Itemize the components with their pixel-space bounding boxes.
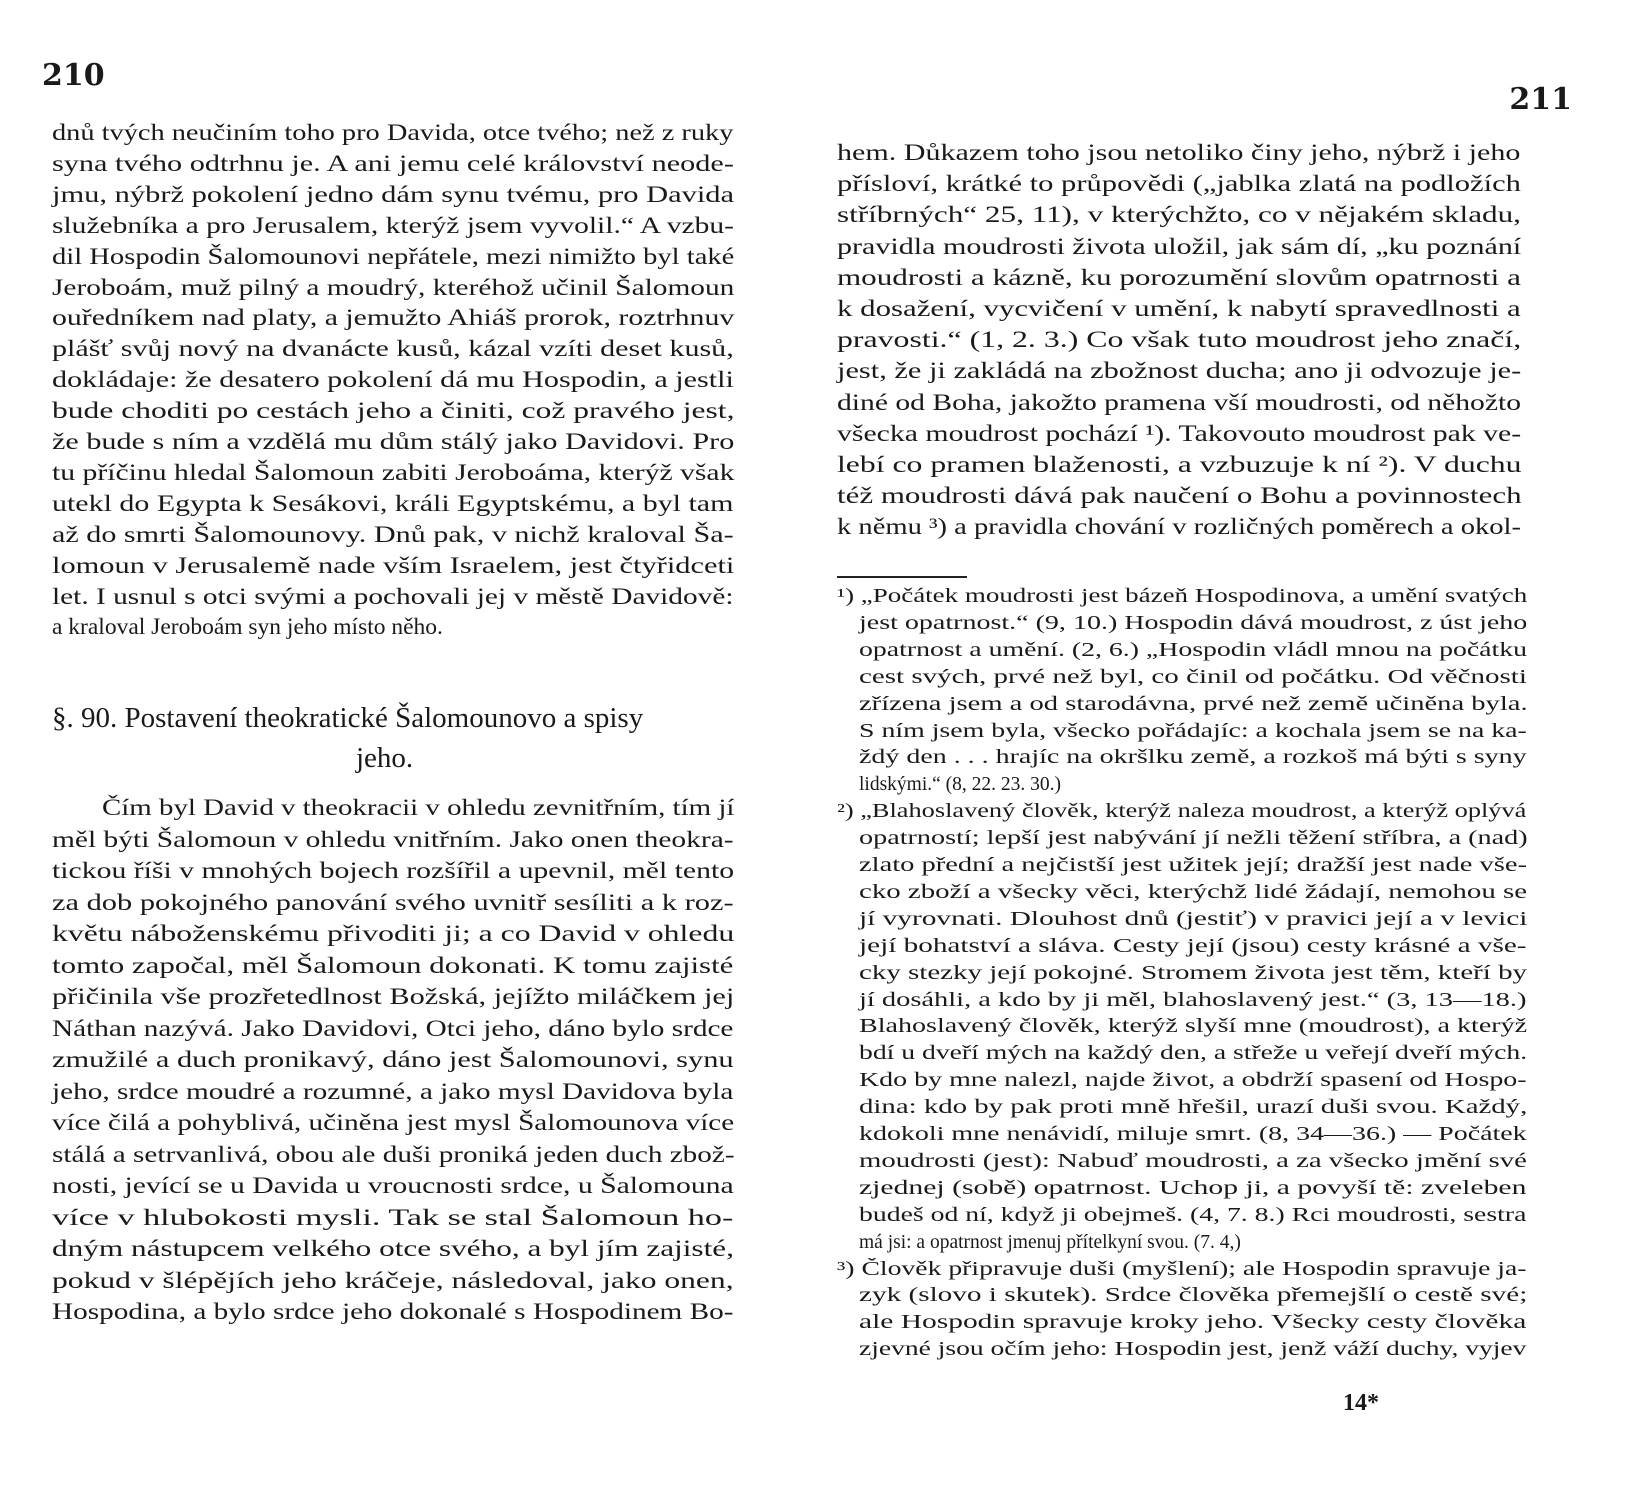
footnote-line: jí dosáhli, a kdo by ji měl, blahoslavený jest.“ (3, 13—18.): [859, 989, 1527, 1011]
footnote-line: její bohatství a sláva. Cesty její (jsou) cesty krásné a vše-: [859, 935, 1527, 957]
text-line: všecka moudrost pochází ¹). Takovouto moudrost pak ve-: [837, 420, 1522, 447]
footnote-line: zlato přední a nejčistší jest užitek její; dražší jest nade vše-: [859, 855, 1528, 876]
footnote-line: ale Hospodin spravuje kroky jeho. Všecky cesty člověka: [859, 1312, 1527, 1334]
text-line: zmužilé a duch pronikavý, dáno jest Šalomounovi, synu: [52, 1047, 734, 1073]
text-line: více v hlubokosti mysli. Tak se stal Šalomoun ho-: [52, 1204, 734, 1231]
text-line: měl býti Šalomoun v ohledu vnitřním. Jako onen theokra-: [52, 826, 734, 853]
text-line: tickou říši v mnohých bojech rozšířil a upevnil, měl tento: [52, 858, 735, 884]
text-line: pokud v šlépějích jeho kráčeje, následoval, jako onen,: [52, 1267, 734, 1294]
footnote-line: cky stezky její pokojné. Stromem života jest těm, kteří by: [859, 962, 1528, 984]
text-line: dokládaje: že desatero pokolení dá mu Hospodin, a jestli: [52, 367, 734, 394]
footnote-rule: [837, 576, 967, 578]
signature-mark: 14*: [1343, 1390, 1379, 1416]
footnote-line: ²) „Blahoslavený člověk, kterýž naleza moudrost, a kterýž oplývá: [837, 801, 1527, 823]
section-heading-line-1: §. 90. Postavení theokratické Šalomounovo a spisy: [52, 702, 644, 734]
text-line: plášť svůj nový na dvanácte kusů, kázal vzíti deset kusů,: [52, 336, 734, 363]
text-line: diné od Boha, jakožto pramena vší moudrosti, od něhožto: [837, 389, 1522, 416]
footnote-line: ³) Člověk připravuje duši (myšlení); ale Hospodin spravuje ja-: [837, 1258, 1527, 1280]
footnote-line: zřízena jsem a od starodávna, prvé než země učiněna byla.: [859, 693, 1528, 715]
text-line: květu náboženskému přivoditi ji; a co David v ohledu: [52, 921, 735, 947]
text-line: jmu, nýbrž pokolení jedno dám synu tvému, pro Davida: [52, 181, 735, 208]
text-line: stříbrných“ 25, 11), v kterýchžto, co v nějakém skladu,: [837, 202, 1521, 229]
page-number-left: 210: [42, 58, 105, 93]
text-line: služebníka a pro Jerusalem, kterýž jsem vyvolil.“ A vzbu-: [52, 212, 734, 239]
footnote-line: jí vyrovnati. Dlouhost dnů (jestiť) v pravici její a v levici: [859, 908, 1528, 930]
footnote-line: bdí u dveří mých na každý den, a střeže u veřejí dveří mých.: [859, 1043, 1528, 1065]
text-line: k němu ³) a pravidla chování v rozličných poměrech a okol-: [837, 514, 1522, 541]
text-line: syna tvého odtrhnu je. A ani jemu celé království neode-: [52, 150, 734, 177]
text-line: let. I usnul s otci svými a pochovali jej v městě Davidově:: [52, 583, 734, 610]
footnote-line: zjevné jsou očím jeho: Hospodin jest, jenž váží duchy, vyjev: [859, 1339, 1527, 1361]
footnote-line: Kdo by mne nalezl, najde život, a obdrží spasení od Hospo-: [859, 1070, 1527, 1092]
footnote-line: opatrnost a umění. (2, 6.) „Hospodin vládl mnou na počátku: [859, 639, 1527, 661]
footnote-line: cest svých, prvé než byl, co činil od počátku. Od věčnosti: [859, 666, 1527, 688]
text-line: tomto započal, měl Šalomoun dokonati. K tomu zajisté: [52, 952, 734, 979]
footnote-line: moudrosti (jest): Nabuď moudrosti, a za všecko jmění své: [859, 1150, 1527, 1172]
footnote-line: budeš od ní, když ji obejmeš. (4, 7. 8.) Rci moudrosti, sestra: [859, 1204, 1527, 1226]
footnote-line: zyk (slovo i skutek). Srdce člověka přemejšlí o cestě své;: [859, 1285, 1528, 1307]
section-heading-line-2: jeho.: [356, 742, 414, 774]
text-line: Jeroboám, muž pilný a moudrý, kteréhož učinil Šalomoun: [52, 274, 735, 301]
footnote-line: ¹) „Počátek moudrosti jest bázeň Hospodinova, a umění svatých: [837, 586, 1528, 607]
text-line: stálá a setrvanlivá, obou ale duši proniká jeden duch zbož-: [52, 1141, 735, 1168]
text-line: utekl do Egypta k Sesákovi, králi Egyptskému, a byl tam: [52, 490, 734, 517]
text-line: Hospodina, a bylo srdce jeho dokonalé s Hospodinem Bo-: [52, 1299, 734, 1325]
text-line: dným nástupcem velkého otce svého, a byl jím zajisté,: [52, 1236, 734, 1262]
text-line: pravosti.“ (1, 2. 3.) Co však tuto moudrost jeho značí,: [837, 327, 1522, 354]
right-page: [815, 0, 1630, 1500]
footnote-line: opatrností; lepší jest nabývání jí nežli těžení stříbra, a (nad): [859, 828, 1528, 850]
text-line: hem. Důkazem toho jsou netoliko činy jeho, nýbrž i jeho: [837, 140, 1521, 166]
page-number-right: 211: [1509, 82, 1572, 117]
footnote-line: cko zboží a všecky věci, kterýchž lidé žádají, nemohou se: [859, 881, 1528, 903]
text-line: lebí co pramen blaženosti, a vzbuzuje k ní ²). V duchu: [837, 452, 1522, 478]
text-line: za dob pokojného panování svého uvnitř sesíliti a k roz-: [52, 889, 734, 916]
text-line: bude choditi po cestách jeho a činiti, což pravého jest,: [52, 398, 735, 425]
text-line: dnů tvých neučiním toho pro Davida, otce tvého; než z ruky: [52, 120, 734, 146]
footnote-line: zjednej (sobě) opatrnost. Uchop ji, a povyší tě: zveleben: [859, 1177, 1527, 1199]
text-line: Čím byl David v theokracii v ohledu zevnitřním, tím jí: [102, 795, 735, 821]
text-line: pravidla moudrosti života uložil, jak sám dí, „ku poznání: [837, 233, 1522, 260]
text-line: lomoun v Jerusalemě nade vším Israelem, jest čtyřidceti: [52, 552, 735, 579]
text-line: jest, že ji zakládá na zbožnost ducha; ano ji odvozuje je-: [837, 358, 1522, 385]
text-line: více čilá a pohyblivá, učiněna jest mysl Šalomounova více: [52, 1110, 735, 1136]
text-line: že bude s ním a vzdělá mu dům stálý jako Davidovi. Pro: [52, 429, 735, 455]
footnote-line: jest opatrnost.“ (9, 10.) Hospodin dává moudrost, z úst jeho: [859, 612, 1528, 634]
text-line: přičinila vše prozřetedlnost Božská, jejížto miláčkem jej: [52, 984, 735, 1010]
text-line: též moudrosti dává pak naučení o Bohu a povinnostech: [837, 483, 1522, 510]
text-line: nosti, jevící se u Davida u vroucnosti srdce, u Šalomouna: [52, 1173, 734, 1199]
footnote-line: ždý den . . . hrajíc na okršlku země, a rozkoš má býti s syny: [859, 747, 1527, 769]
text-line: dil Hospodin Šalomounovi nepřátele, mezi nimižto byl také: [52, 243, 735, 270]
footnote-line: lidskými.“ (8, 22. 23. 30.): [859, 774, 1062, 796]
text-line: přísloví, krátké to průpovědi („jablka zlatá na podložích: [837, 171, 1521, 198]
text-line: Náthan nazývá. Jako Davidovi, Otci jeho, dáno bylo srdce: [52, 1015, 734, 1042]
text-line: ouředníkem nad platy, a jemužto Ahiáš prorok, roztrhnuv: [52, 305, 735, 332]
footnote-line: má jsi: a opatrnost jmenuj přítelkyní svou. (7. 4,): [859, 1231, 1241, 1253]
text-line: k dosažení, vycvičení v umění, k nabytí spravedlnosti a: [837, 296, 1521, 322]
text-line: tu příčinu hledal Šalomoun zabiti Jeroboáma, kterýž však: [52, 459, 735, 486]
footnote-line: Blahoslavený člověk, kterýž slyší mne (moudrost), a kterýž: [859, 1016, 1528, 1038]
footnote-line: kdokoli mne nenávidí, miluje smrt. (8, 34—36.) — Počátek: [859, 1124, 1527, 1145]
text-line: až do smrti Šalomounovy. Dnů pak, v nichž kraloval Ša-: [52, 521, 734, 548]
footnote-line: S ním jsem byla, všecko pořádajíc: a kochala jsem se na ka-: [859, 720, 1527, 742]
text-line: moudrosti a kázně, ku porozumění slovům opatrnosti a: [837, 264, 1521, 291]
footnote-line: dina: kdo by pak proti mně hřešil, urazí duši svou. Každý,: [859, 1097, 1528, 1119]
text-line: a kraloval Jeroboám syn jeho místo něho.: [52, 614, 443, 641]
text-line: jeho, srdce moudré a rozumné, a jako mysl Davidova byla: [52, 1078, 734, 1105]
